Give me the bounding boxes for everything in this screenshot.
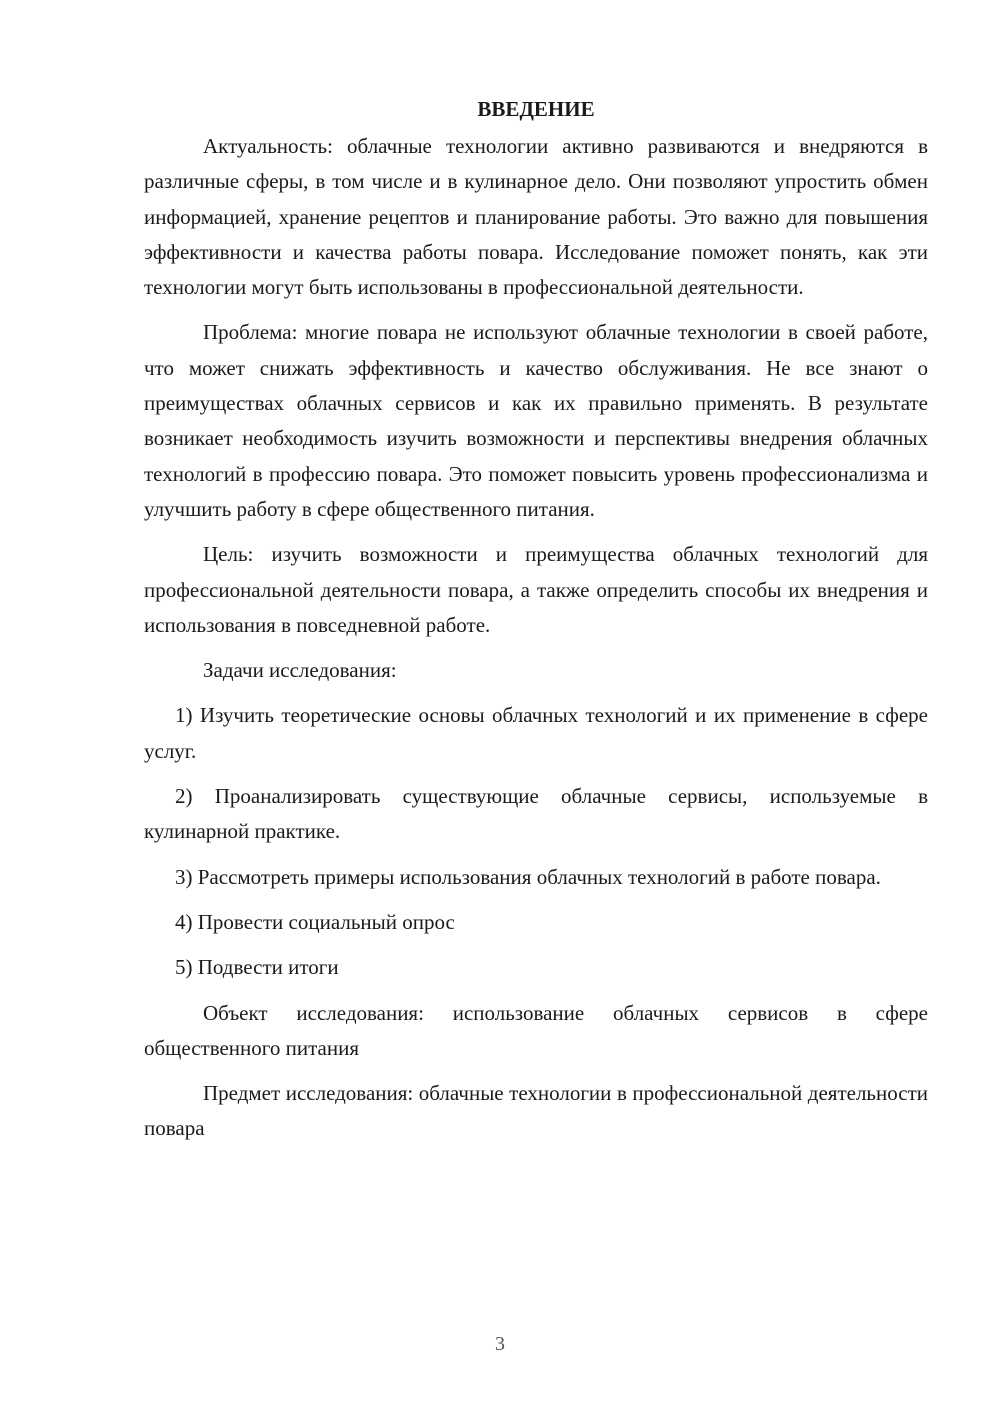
problem-paragraph: Проблема: многие повара не используют облачные технологии в своей работе, что может снижать эффективность и качество обслуживания. Не все знают о преимуществах облачных сервисов и как их правильно применять. В результате возникает необходимость изучить возможности и перспективы внедрения облачных технологий в профессию повара. Это поможет повысить уровень профессионализма и улучшить работу в сфере общественного питания. [144, 320, 928, 521]
task-item: 4) Провести социальный опрос [175, 909, 455, 934]
task-item: 5) Подвести итоги [175, 955, 339, 980]
goal-paragraph: Цель: изучить возможности и преимущества облачных технологий для профессиональной деятельности повара, а также определить способы их внедрения и использования в повседневной работе. [144, 542, 928, 637]
document-page [144, 92, 928, 1157]
research-subject-paragraph: Предмет исследования: облачные технологии в профессиональной деятельности повара [144, 1081, 928, 1141]
page-number: 3 [495, 1333, 505, 1355]
tasks-heading: Задачи исследования: [203, 658, 397, 683]
task-item: 2) Проанализировать существующие облачные сервисы, используемые в кулинарной практике. [144, 784, 928, 844]
task-item: 1) Изучить теоретические основы облачных технологий и их применение в сфере услуг. [144, 703, 928, 763]
relevance-paragraph: Актуальность: облачные технологии активно развиваются и внедряются в различные сферы, в том числе и в кулинарное дело. Они позволяют упростить обмен информацией, хранение рецептов и планирование работы. Это важно для повышения эффективности и качества работы повара. Исследование поможет понять, как эти технологии могут быть использованы в профессиональной деятельности. [144, 134, 928, 300]
page-title: ВВЕДЕНИЕ [477, 97, 595, 121]
task-item: 3) Рассмотреть примеры использования облачных технологий в работе повара. [175, 864, 881, 889]
research-object-paragraph: Объект исследования: использование облачных сервисов в сфере общественного питания [144, 1000, 928, 1060]
